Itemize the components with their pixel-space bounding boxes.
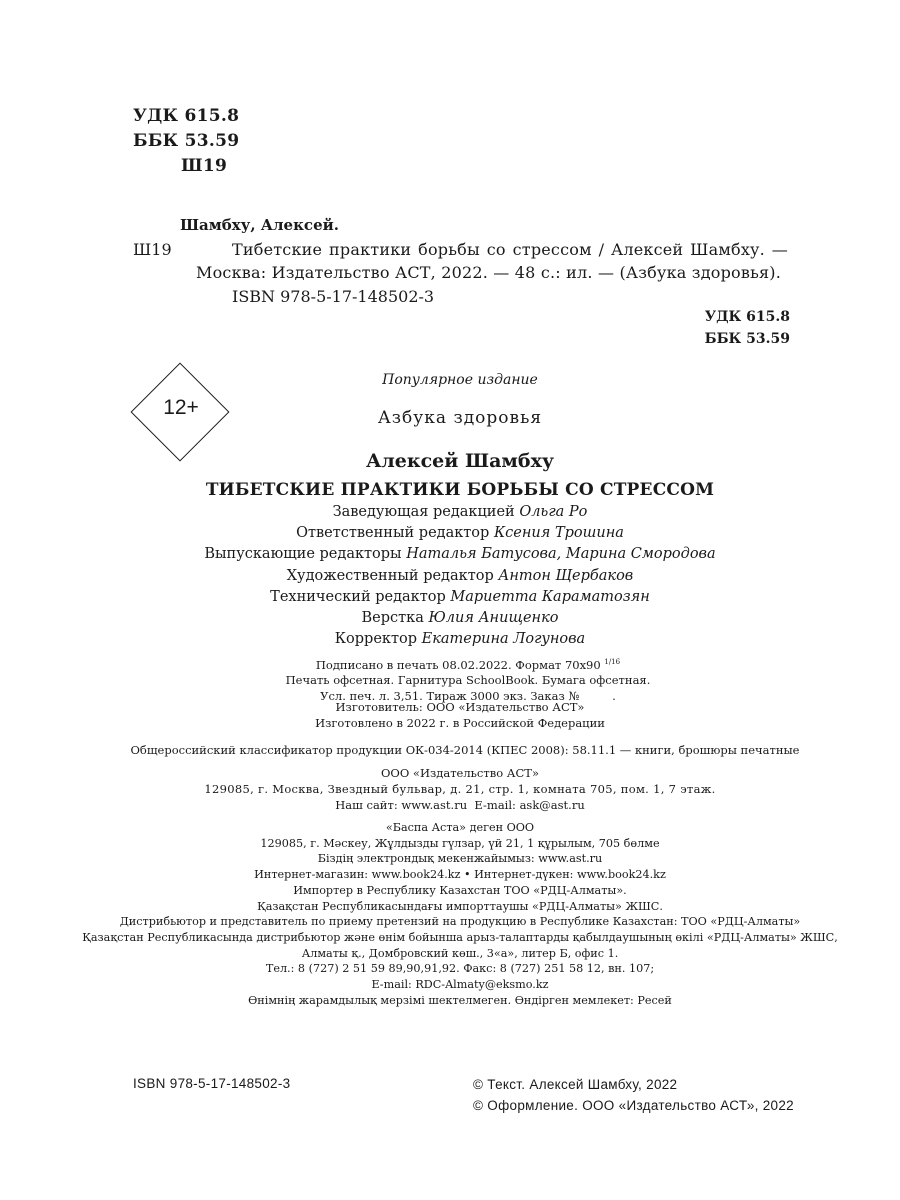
kz-line: Импортер в Республику Казахстан ТОО «РДЦ-Алматы». [293, 883, 627, 897]
copyright-block [473, 1074, 794, 1116]
format-fraction: 1/16 [604, 658, 621, 666]
kz-line: Қазақстан Республикасындағы импорттаушы «РДЦ-Алматы» ЖШС. [257, 899, 663, 913]
footer-isbn: ISBN 978-5-17-148502-3 [133, 1076, 291, 1091]
staff-item: Выпускающие редакторы Наталья Батусова, Марина Смородова [204, 546, 716, 563]
copyright-text: © Текст. Алексей Шамбху, 2022 [473, 1077, 678, 1092]
catalog-sign: Ш19 [133, 240, 172, 259]
kz-line: Дистрибьютор и представитель по приему претензий на продукцию в Республике Казахстан: ТОО «РДЦ-Алматы» [119, 915, 801, 929]
print-info-line-3: Усл. печ. л. 3,51. Тираж 3000 экз. Заказ № . [320, 688, 616, 703]
kz-line: Біздің электрондық мекенжайымыз: www.ast.ru [317, 852, 603, 866]
staff-item: Корректор Екатерина Логунова [334, 631, 586, 648]
copyright-design: © Оформление. ООО «Издательство АСТ», 2022 [473, 1098, 794, 1113]
kz-line: E-mail: RDC-Almaty@eksmo.kz [371, 978, 549, 992]
edition-type: Популярное издание [382, 372, 538, 388]
kz-line: Өнімнің жарамдылық мерзімі шектелмеген. Өндірген мемлекет: Ресей [248, 993, 672, 1007]
catalog-isbn: ISBN 978-5-17-148502-3 [232, 287, 435, 306]
publisher-address: 129085, г. Москва, Звездный бульвар, д. 21, стр. 1, комната 705, пом. 1, 7 этаж. [204, 782, 716, 796]
age-rating: 12+ [163, 396, 199, 419]
catalog-bbk: ББК 53.59 [704, 331, 790, 347]
product-classifier: Общероссийский классификатор продукции ОК-034-2014 (КПЕС 2008): 58.11.1 — книги, брошюры печатные [130, 743, 800, 757]
staff-item: Ответственный редактор Ксения Трошина [296, 525, 624, 542]
catalog-description-line-1: Тибетские практики борьбы со стрессом / Алексей Шамбху. — [232, 240, 788, 259]
staff-item: Верстка Юлия Анищенко [361, 610, 559, 627]
kz-line: 129085, г. Мәскеу, Жұлдызды гүлзар, үй 21, 1 құрылым, 705 бөлме [260, 836, 660, 850]
book-author: Алексей Шамбху [365, 450, 555, 472]
catalog-author: Шамбху, Алексей. [180, 216, 339, 234]
staff-item: Художественный редактор Антон Щербаков [286, 567, 634, 584]
kz-line: Интернет-магазин: www.book24.kz • Интернет-дүкен: www.book24.kz [254, 868, 666, 882]
publisher-name: ООО «Издательство АСТ» [380, 766, 540, 780]
kz-line: Тел.: 8 (727) 2 51 59 89,90,91,92. Факс: 8 (727) 251 58 12, вн. 107; [265, 962, 655, 976]
publisher-site: Наш сайт: www.ast.ru E-mail: ask@ast.ru [335, 798, 585, 812]
udk-code: УДК 615.8 [133, 106, 240, 126]
print-info-line-2: Печать офсетная. Гарнитура SchoolBook. Бумага офсетная. [285, 673, 651, 688]
kz-line: Алматы қ., Домбровский көш., 3«а», литер Б, офис 1. [301, 946, 619, 960]
manufacturer-line-1: Изготовитель: ООО «Издательство АСТ» [335, 700, 585, 714]
catalog-udk: УДК 615.8 [704, 309, 790, 325]
staff-item: Технический редактор Мариетта Караматозян [270, 588, 650, 605]
staff-list [0, 502, 900, 650]
catalog-description-line-2: Москва: Издательство АСТ, 2022. — 48 с.: ил. — (Азбука здоровья). [196, 263, 782, 282]
manufacturer-info [0, 700, 900, 731]
kz-line: Қазақстан Республикасында дистрибьютор және өнім бойынша арыз-талаптарды қабылдаушының өкілі «РДЦ-Алматы» ЖШС, [82, 930, 838, 944]
print-info-line-1: Подписано в печать 08.02.2022. Формат 70x90 [315, 657, 601, 672]
bbk-code: ББК 53.59 [133, 131, 240, 151]
book-title: ТИБЕТСКИЕ ПРАКТИКИ БОРЬБЫ СО СТРЕССОМ [205, 480, 715, 500]
kz-line: «Баспа Аста» деген ООО [385, 821, 535, 834]
classification-codes [133, 104, 239, 179]
manufacturer-line-2: Изготовлено в 2022 г. в Российской Федерации [315, 715, 605, 730]
staff-item: Заведующая редакцией Ольга Ро [332, 504, 588, 520]
series-name: Азбука здоровья [377, 408, 543, 428]
print-info [0, 655, 900, 704]
publisher-info [0, 765, 900, 813]
catalog-codes-right [705, 306, 790, 350]
kazakhstan-info [0, 820, 900, 1008]
author-sign: Ш19 [181, 156, 228, 176]
